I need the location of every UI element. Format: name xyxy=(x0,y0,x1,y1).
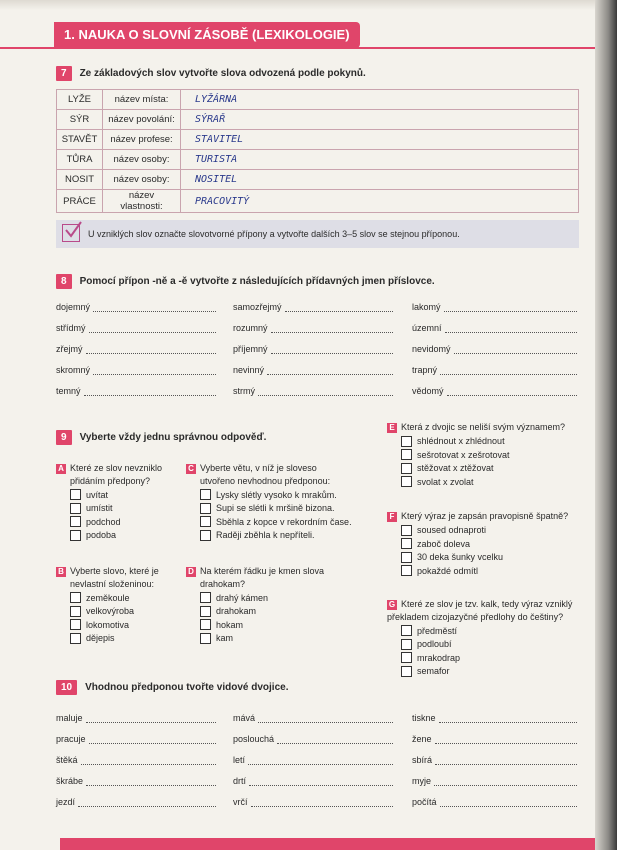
fill-row[interactable] xyxy=(233,365,393,375)
checkbox[interactable] xyxy=(70,503,81,514)
question-line: Která z dvojic se neliší svým významem? xyxy=(401,422,566,432)
row-label: jezdí xyxy=(56,797,76,807)
checkbox[interactable] xyxy=(200,592,211,603)
option-checkbox[interactable] xyxy=(70,529,162,543)
option-label: drahý kámen xyxy=(216,592,269,603)
checkbox[interactable] xyxy=(200,516,211,527)
checkbox[interactable] xyxy=(70,592,81,603)
row-label: skromný xyxy=(56,365,91,375)
row-label: poslouchá xyxy=(233,734,275,744)
option-checkbox[interactable] xyxy=(70,502,162,516)
question-letter: B xyxy=(56,567,66,577)
answer-line[interactable] xyxy=(86,346,217,354)
row-label: dojemný xyxy=(56,302,91,312)
option-label: svolat x zvolat xyxy=(417,476,474,487)
answer-line[interactable] xyxy=(258,715,393,723)
option-label: semafor xyxy=(417,666,450,676)
fill-row[interactable] xyxy=(412,386,577,396)
question-a xyxy=(56,462,162,542)
question-text xyxy=(56,578,159,591)
checkbox[interactable] xyxy=(401,625,412,636)
question-letter: F xyxy=(387,512,397,522)
question-text xyxy=(56,475,162,488)
book-spine xyxy=(595,0,617,850)
answer-field[interactable]: STAVITEL xyxy=(181,130,579,150)
option-checkbox[interactable] xyxy=(401,651,572,665)
answer-line[interactable] xyxy=(81,757,216,765)
question-line: Který výraz je zapsán pravopisně špatně? xyxy=(401,511,569,521)
checkbox[interactable] xyxy=(70,633,81,644)
question-line: přidáním předpony? xyxy=(70,475,151,486)
checkbox[interactable] xyxy=(200,619,211,630)
option-checkbox[interactable] xyxy=(200,502,352,516)
question-text xyxy=(186,475,352,488)
answer-line[interactable] xyxy=(93,367,216,375)
fill-row[interactable] xyxy=(412,797,577,807)
base-word: SÝR xyxy=(57,110,103,130)
answer-line[interactable] xyxy=(251,799,394,807)
task-7-hint xyxy=(56,220,579,248)
option-label: kam xyxy=(216,633,234,643)
question-letter: D xyxy=(186,567,196,577)
fill-row[interactable] xyxy=(56,302,216,312)
question-e xyxy=(387,421,565,489)
checkbox[interactable] xyxy=(70,619,81,630)
answer-line[interactable] xyxy=(285,304,393,312)
option-label: Sběhla z kopce v rekordním čase. xyxy=(216,516,352,527)
option-label: uvítat xyxy=(86,489,109,500)
fill-row[interactable] xyxy=(233,344,393,354)
checkbox[interactable] xyxy=(401,652,412,663)
task-number: 8 xyxy=(56,274,72,289)
checkbox[interactable] xyxy=(70,489,81,500)
question-f xyxy=(387,510,568,578)
fill-row[interactable] xyxy=(412,302,577,312)
table-row xyxy=(57,150,579,170)
row-label: počítá xyxy=(412,797,437,807)
option-checkbox[interactable] xyxy=(401,524,568,538)
question-line: Na kterém řádku je kmen slova xyxy=(200,566,325,576)
task-title: Ze základových slov vytvořte slova odvozená podle pokynů. xyxy=(79,68,366,79)
row-label: příjemný xyxy=(233,344,268,354)
fill-row[interactable] xyxy=(412,755,577,765)
row-label: nevidomý xyxy=(412,344,451,354)
option-checkbox[interactable] xyxy=(401,638,572,652)
base-word: PRÁCE xyxy=(57,190,103,213)
option-checkbox[interactable] xyxy=(401,624,572,638)
fill-row[interactable] xyxy=(56,713,216,723)
row-label: myje xyxy=(412,776,432,786)
option-checkbox[interactable] xyxy=(401,564,568,578)
task-number: 9 xyxy=(56,430,72,445)
question-text xyxy=(387,598,572,611)
option-checkbox[interactable] xyxy=(200,591,324,605)
option-label: stěžovat x ztěžovat xyxy=(417,463,494,473)
answer-line[interactable] xyxy=(277,736,393,744)
row-label: mává xyxy=(233,713,256,723)
question-c xyxy=(186,462,352,542)
option-checkbox[interactable] xyxy=(70,605,159,619)
option-label: hokam xyxy=(216,619,244,630)
instruction: název místa: xyxy=(103,90,181,110)
task-7-heading xyxy=(56,66,366,81)
option-checkbox[interactable] xyxy=(401,448,565,462)
checkbox[interactable] xyxy=(70,516,81,527)
fill-row[interactable] xyxy=(412,713,577,723)
answer-line[interactable] xyxy=(444,304,577,312)
question-letter: E xyxy=(387,423,397,433)
question-line: Které ze slov je tzv. kalk, tedy výraz vzniklý xyxy=(401,599,573,609)
task-title: Pomocí přípon -ně a -ě vytvořte z následujících přídavných jmen příslovce. xyxy=(79,276,435,287)
question-text xyxy=(186,462,352,475)
fill-row[interactable] xyxy=(56,755,216,765)
answer-line[interactable] xyxy=(435,736,577,744)
answer-line[interactable] xyxy=(249,778,393,786)
row-label: temný xyxy=(56,386,81,396)
row-label: sbírá xyxy=(412,755,433,765)
option-label: soused odnaproti xyxy=(417,525,487,535)
task-8-heading xyxy=(56,274,435,289)
options xyxy=(56,488,162,542)
checkbox[interactable] xyxy=(70,606,81,617)
table-row xyxy=(57,110,579,130)
answer-line[interactable] xyxy=(271,346,393,354)
options xyxy=(387,524,568,578)
question-line: drahokam? xyxy=(200,578,246,589)
option-checkbox[interactable] xyxy=(401,551,568,565)
answer-line[interactable] xyxy=(440,367,577,375)
option-label: zeměkoule xyxy=(86,592,130,603)
fill-row[interactable] xyxy=(233,713,393,723)
table-row xyxy=(57,170,579,190)
answer-line[interactable] xyxy=(454,346,577,354)
fill-row[interactable] xyxy=(412,344,577,354)
question-g xyxy=(387,598,572,678)
base-word: NOSIT xyxy=(57,170,103,190)
answer-field[interactable]: SÝRAŘ xyxy=(181,110,579,130)
question-line: nevlastní složeninou: xyxy=(70,578,155,589)
option-checkbox[interactable] xyxy=(200,488,352,502)
option-checkbox[interactable] xyxy=(70,488,162,502)
question-letter: G xyxy=(388,600,396,609)
options xyxy=(387,435,565,489)
instruction: název profese: xyxy=(103,130,181,150)
option-checkbox[interactable] xyxy=(70,591,159,605)
option-checkbox[interactable] xyxy=(70,618,159,632)
option-checkbox[interactable] xyxy=(401,462,565,476)
answer-line[interactable] xyxy=(267,367,393,375)
task-number: 10 xyxy=(56,680,77,695)
fill-row[interactable] xyxy=(233,755,393,765)
checkbox[interactable] xyxy=(200,530,211,541)
option-label: Raději zběhla k nepříteli. xyxy=(216,530,315,540)
answer-line[interactable] xyxy=(271,325,393,333)
question-letter: C xyxy=(186,464,196,474)
answer-line[interactable] xyxy=(434,778,577,786)
row-label: nevinný xyxy=(233,365,265,375)
row-label: lakomý xyxy=(412,302,441,312)
question-line: Vyberte slovo, které je xyxy=(70,566,159,576)
answer-line[interactable] xyxy=(435,757,577,765)
option-label: 30 deka šunky vcelku xyxy=(417,552,504,562)
row-label: územní xyxy=(412,323,442,333)
options xyxy=(186,488,352,542)
checkbox[interactable] xyxy=(401,666,412,677)
row-label: strmý xyxy=(233,386,255,396)
options xyxy=(56,591,159,645)
row-label: zřejmý xyxy=(56,344,83,354)
checkbox[interactable] xyxy=(70,530,81,541)
page-top-edge xyxy=(0,0,617,10)
checkbox[interactable] xyxy=(401,525,412,536)
answer-field[interactable]: NOSITEL xyxy=(181,170,579,190)
answer-line[interactable] xyxy=(86,778,216,786)
option-checkbox[interactable] xyxy=(200,605,324,619)
fill-row[interactable] xyxy=(233,797,393,807)
table-row xyxy=(57,90,579,110)
option-label: podoba xyxy=(86,530,117,540)
option-label: Lysky slétly vysoko k mrakům. xyxy=(216,489,337,500)
task-title: Vhodnou předponou tvořte vidové dvojice. xyxy=(85,682,289,693)
task-number: 7 xyxy=(56,66,72,81)
option-label: podloubí xyxy=(417,639,452,649)
option-label: lokomotiva xyxy=(86,619,130,630)
row-label: samozřejmý xyxy=(233,302,282,312)
checkbox[interactable] xyxy=(401,463,412,474)
table-row xyxy=(57,190,579,213)
options xyxy=(186,591,324,645)
option-checkbox[interactable] xyxy=(70,515,162,529)
fill-row[interactable] xyxy=(412,365,577,375)
fill-row[interactable] xyxy=(412,734,577,744)
question-text xyxy=(387,421,565,434)
checkbox[interactable] xyxy=(401,436,412,447)
checkbox[interactable] xyxy=(200,503,211,514)
checkbox[interactable] xyxy=(401,476,412,487)
checkbox[interactable] xyxy=(401,565,412,576)
checkbox[interactable] xyxy=(200,489,211,500)
question-letter: A xyxy=(56,464,66,474)
row-label: drtí xyxy=(233,776,247,786)
question-text xyxy=(186,578,324,591)
option-checkbox[interactable] xyxy=(401,537,568,551)
option-label: podchod xyxy=(86,516,121,527)
question-line: Které ze slov nevzniklo xyxy=(70,463,163,473)
question-text xyxy=(387,510,568,523)
fill-row[interactable] xyxy=(233,734,393,744)
option-checkbox[interactable] xyxy=(200,515,352,529)
answer-line[interactable] xyxy=(440,799,577,807)
base-word: TŮRA xyxy=(57,150,103,170)
row-label: žene xyxy=(412,734,432,744)
option-checkbox[interactable] xyxy=(70,632,159,646)
options xyxy=(387,624,572,678)
option-checkbox[interactable] xyxy=(401,435,565,449)
option-label: sešrotovat x zešrotovat xyxy=(417,449,510,460)
option-label: umístit xyxy=(86,503,113,513)
row-label: tiskne xyxy=(412,713,436,723)
question-line: Vyberte větu, v níž je sloveso xyxy=(200,463,317,473)
option-label: předměstí xyxy=(417,625,458,636)
fill-row[interactable] xyxy=(56,365,216,375)
answer-line[interactable] xyxy=(78,799,216,807)
question-text xyxy=(387,611,572,624)
row-label: vědomý xyxy=(412,386,444,396)
answer-line[interactable] xyxy=(248,757,393,765)
base-word: STAVĚT xyxy=(57,130,103,150)
option-checkbox[interactable] xyxy=(200,618,324,632)
option-label: dějepis xyxy=(86,633,115,643)
question-line: překladem cizojazyčné předlohy do češtiny? xyxy=(387,611,564,622)
answer-line[interactable] xyxy=(89,325,216,333)
answer-line[interactable] xyxy=(84,388,216,396)
instruction: název osoby: xyxy=(103,150,181,170)
instruction: název osoby: xyxy=(103,170,181,190)
chapter-title: 1. NAUKA O SLOVNÍ ZÁSOBĚ (LEXIKOLOGIE) xyxy=(54,22,360,48)
answer-field[interactable]: TURISTA xyxy=(181,150,579,170)
option-checkbox[interactable] xyxy=(200,529,352,543)
fill-row[interactable] xyxy=(56,323,216,333)
checkbox[interactable] xyxy=(401,552,412,563)
row-label: trapný xyxy=(412,365,438,375)
hint-text: U vzniklých slov označte slovotvorné přípony a vytvořte dalších 3–5 slov se stejnou příponou. xyxy=(88,229,460,239)
row-label: štěká xyxy=(56,755,78,765)
option-checkbox[interactable] xyxy=(200,632,324,646)
fill-row[interactable] xyxy=(56,776,216,786)
option-label: Supi se slétli k mršině bizona. xyxy=(216,503,335,513)
fill-row[interactable] xyxy=(233,302,393,312)
fill-row[interactable] xyxy=(233,386,393,396)
base-word: LYŽE xyxy=(57,90,103,110)
next-chapter-strip xyxy=(60,838,617,850)
answer-line[interactable] xyxy=(258,388,393,396)
row-label: střídmý xyxy=(56,323,86,333)
answer-field[interactable]: LYŽÁRNA xyxy=(181,90,579,110)
option-checkbox[interactable] xyxy=(401,475,565,489)
question-text xyxy=(186,565,324,578)
derivation-table xyxy=(56,89,579,213)
checkbox[interactable] xyxy=(401,449,412,460)
row-label: škrábe xyxy=(56,776,84,786)
fill-row[interactable] xyxy=(56,386,216,396)
option-label: velkovýroba xyxy=(86,606,135,616)
question-b xyxy=(56,565,159,645)
option-label: pokaždé odmítl xyxy=(417,565,479,576)
fill-row[interactable] xyxy=(56,734,216,744)
answer-line[interactable] xyxy=(447,388,577,396)
instruction: název povolání: xyxy=(103,110,181,130)
row-label: maluje xyxy=(56,713,83,723)
answer-line[interactable] xyxy=(86,715,216,723)
option-checkbox[interactable] xyxy=(401,665,572,679)
checkbox-icon xyxy=(62,224,80,242)
question-text xyxy=(56,462,162,475)
answer-field[interactable]: PRACOVITÝ xyxy=(181,190,579,213)
option-label: zaboč doleva xyxy=(417,538,471,549)
fill-row[interactable] xyxy=(56,797,216,807)
fill-row[interactable] xyxy=(233,323,393,333)
fill-row[interactable] xyxy=(56,344,216,354)
instruction: název vlastnosti: xyxy=(103,190,181,213)
table-row xyxy=(57,130,579,150)
fill-row[interactable] xyxy=(233,776,393,786)
checkbox[interactable] xyxy=(401,538,412,549)
row-label: letí xyxy=(233,755,246,765)
answer-line[interactable] xyxy=(93,304,216,312)
checkbox[interactable] xyxy=(401,639,412,650)
checkbox[interactable] xyxy=(200,633,211,644)
question-text xyxy=(56,565,159,578)
task-10-heading xyxy=(56,680,288,695)
task-9-heading xyxy=(56,430,266,445)
option-label: mrakodrap xyxy=(417,652,461,663)
row-label: rozumný xyxy=(233,323,268,333)
option-label: shlédnout x zhlédnout xyxy=(417,436,505,446)
answer-line[interactable] xyxy=(89,736,216,744)
fill-row[interactable] xyxy=(412,776,577,786)
option-label: drahokam xyxy=(216,606,257,616)
fill-row[interactable] xyxy=(412,323,577,333)
answer-line[interactable] xyxy=(445,325,577,333)
question-line: utvořeno nevhodnou předponou: xyxy=(200,475,331,486)
question-d xyxy=(186,565,324,645)
checkbox[interactable] xyxy=(200,606,211,617)
task-title: Vyberte vždy jednu správnou odpověď. xyxy=(79,432,267,443)
answer-line[interactable] xyxy=(439,715,577,723)
row-label: vrčí xyxy=(233,797,248,807)
row-label: pracuje xyxy=(56,734,86,744)
